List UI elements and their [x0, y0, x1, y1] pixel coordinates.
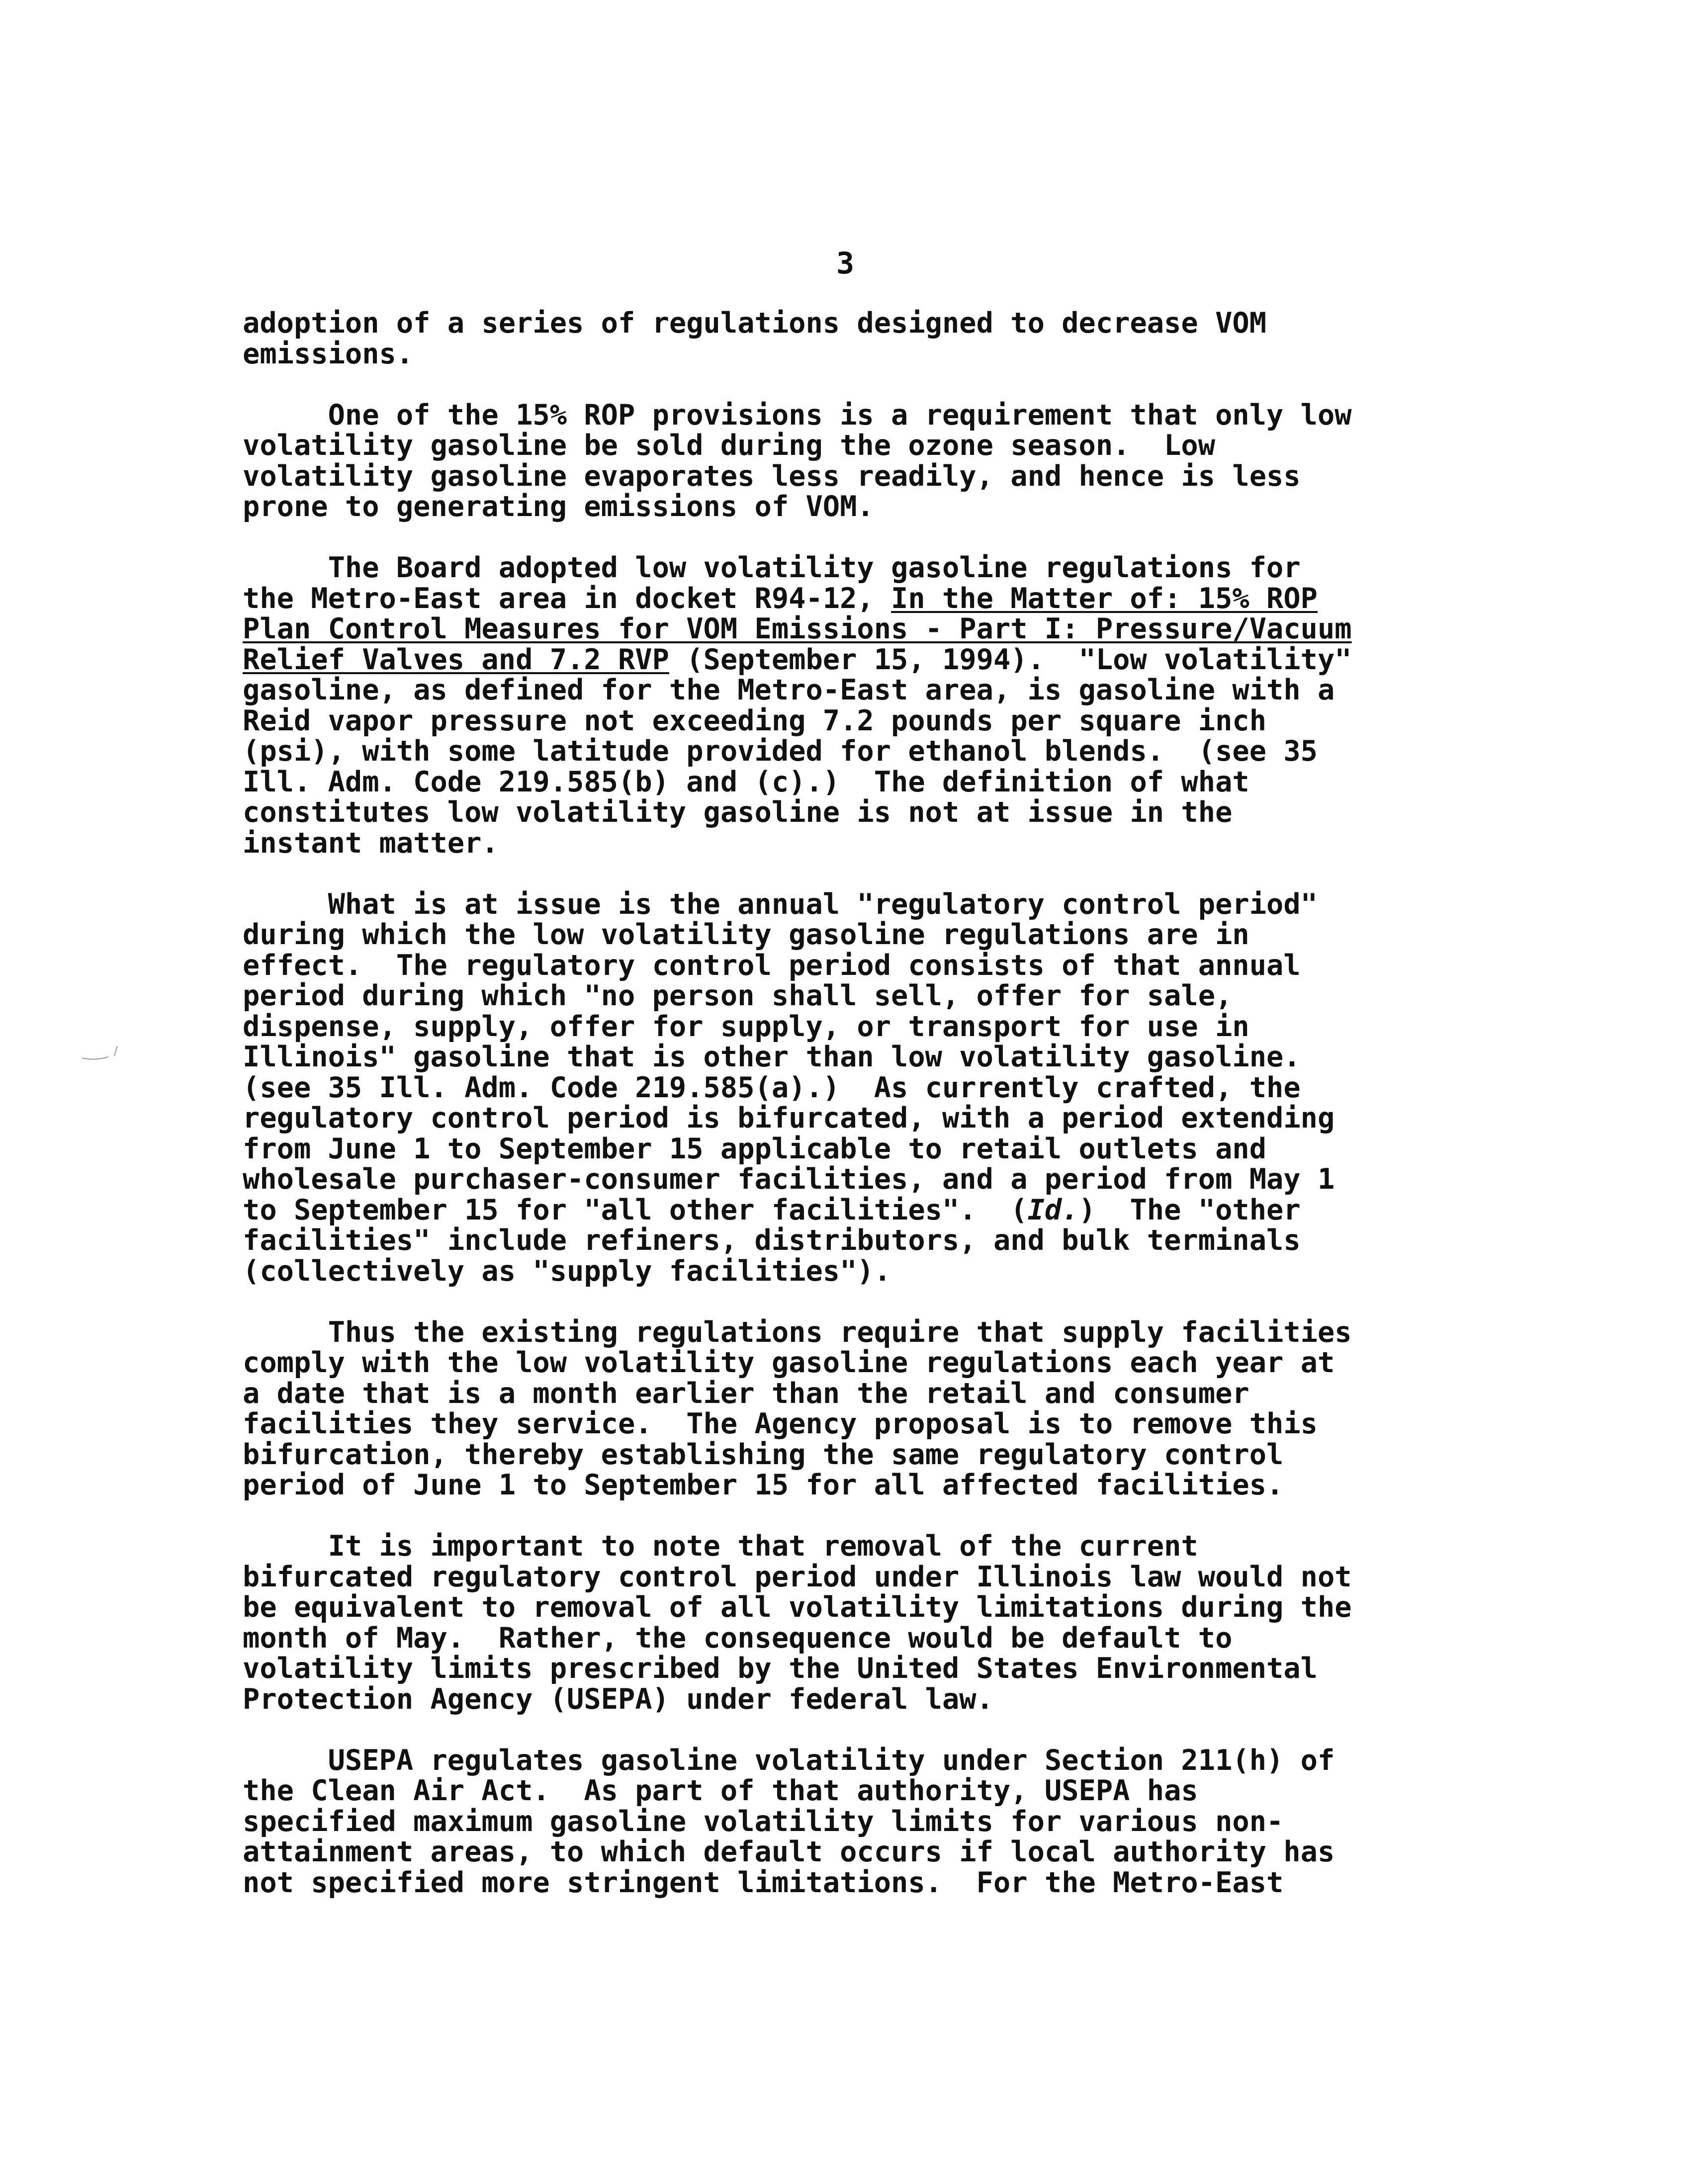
text-line: [243, 736, 1466, 767]
text-line: [243, 1134, 1466, 1165]
text-run: the Metro-East area in docket R94-12,: [243, 582, 891, 615]
text-line: [243, 1042, 1466, 1073]
text-run: emissions.: [243, 337, 414, 370]
text-run: specified maximum gasoline volatility limits for various non-: [243, 1805, 1284, 1838]
margin-scan-mark-graphic: [80, 1044, 124, 1064]
text-line: [243, 1164, 1466, 1195]
paragraph-gap: [243, 523, 1466, 553]
text-run: facilities" include refiners, distributors, and bulk terminals: [243, 1224, 1301, 1257]
text-line: [243, 308, 1466, 339]
text-line: [243, 1592, 1466, 1623]
text-run: dispense, supply, offer for supply, or transport for use in: [243, 1010, 1249, 1043]
text-line: [243, 1256, 1466, 1287]
text-line: [243, 981, 1466, 1012]
underlined-case-title: In the Matter of: 15% ROP: [891, 582, 1318, 615]
text-line: [243, 339, 1466, 370]
text-line: [243, 1531, 1466, 1562]
text-line: [243, 1562, 1466, 1593]
text-run: Thus the existing regulations require that supply facilities: [243, 1315, 1352, 1349]
text-run: USEPA regulates gasoline volatility under Section 211(h) of: [243, 1744, 1335, 1777]
text-run: effect. The regulatory control period consists of that annual: [243, 949, 1301, 982]
text-run: bifurcation, thereby establishing the same regulatory control: [243, 1438, 1284, 1471]
text-run: volatility limits prescribed by the United States Environmental: [243, 1652, 1318, 1685]
text-line: [243, 1684, 1466, 1715]
text-line: [243, 1379, 1466, 1409]
text-line: [243, 1317, 1466, 1348]
text-line: [243, 1012, 1466, 1043]
text-line: [243, 1746, 1466, 1776]
text-run: month of May. Rather, the consequence would be default to: [243, 1621, 1233, 1655]
text-run: gasoline, as defined for the Metro-East area, is gasoline with a: [243, 674, 1335, 706]
text-line: [243, 1103, 1466, 1134]
text-run: period during which "no person shall sell, offer for sale,: [243, 979, 1233, 1012]
text-run: Illinois" gasoline that is other than low volatility gasoline.: [243, 1041, 1301, 1073]
text-run: volatility gasoline be sold during the ozone season. Low: [243, 429, 1216, 462]
text-run: regulatory control period is bifurcated, with a period extending: [243, 1102, 1335, 1135]
paragraph-gap: [243, 1501, 1466, 1532]
text-line: [243, 492, 1466, 523]
text-line: [243, 920, 1466, 951]
paragraph-gap: [243, 1715, 1466, 1746]
text-line: [243, 1440, 1466, 1471]
margin-scan-mark: [80, 1044, 124, 1064]
text-run: (psi), with some latitude provided for ethanol blends. (see 35: [243, 735, 1318, 768]
underlined-case-title: Plan Control Measures for VOM Emissions - Part I: Pressure/Vacuum: [243, 612, 1352, 645]
text-line: [243, 614, 1466, 645]
text-run: (September 15, 1994). "Low volatility": [669, 643, 1352, 676]
text-run: Ill. Adm. Code 219.585(b) and (c).) The definition of what: [243, 765, 1249, 798]
text-run: bifurcated regulatory control period under Illinois law would not: [243, 1560, 1352, 1593]
text-run: period of June 1 to September 15 for all affected facilities.: [243, 1469, 1284, 1501]
text-run: It is important to note that removal of the current: [243, 1530, 1198, 1563]
text-run: constitutes low volatility gasoline is not at issue in the: [243, 796, 1233, 829]
text-run: wholesale purchaser-consumer facilities, and a period from May 1: [243, 1163, 1335, 1196]
text-line: [243, 1623, 1466, 1654]
text-line: [243, 400, 1466, 431]
text-line: [243, 1807, 1466, 1837]
text-line: [243, 645, 1466, 676]
text-run: attainment areas, to which default occurs if local authority has: [243, 1835, 1335, 1868]
underlined-case-title: Relief Valves and 7.2 RVP: [243, 643, 669, 676]
text-run: The Board adopted low volatility gasoline regulations for: [243, 551, 1301, 584]
text-run: the Clean Air Act. As part of that authority, USEPA has: [243, 1774, 1198, 1807]
text-run: facilities they service. The Agency proposal is to remove this: [243, 1407, 1318, 1440]
text-run: One of the 15% ROP provisions is a requirement that only low: [243, 398, 1352, 432]
text-line: [243, 889, 1466, 920]
text-line: [243, 1868, 1466, 1899]
text-line: [243, 1776, 1466, 1807]
text-run: from June 1 to September 15 applicable to retail outlets and: [243, 1132, 1267, 1165]
text-line: [243, 584, 1466, 614]
text-run: Reid vapor pressure not exceeding 7.2 pounds per square inch: [243, 704, 1267, 737]
text-line: [243, 828, 1466, 859]
text-run: (see 35 Ill. Adm. Code 219.585(a).) As currently crafted, the: [243, 1071, 1301, 1104]
text-line: [243, 1225, 1466, 1256]
text-line: [243, 1470, 1466, 1501]
page-number: 3: [836, 246, 855, 281]
text-line: [243, 951, 1466, 981]
text-run: instant matter.: [243, 826, 499, 860]
text-line: [243, 1073, 1466, 1104]
text-line: [243, 431, 1466, 461]
paragraph-gap: [243, 1287, 1466, 1317]
text-line: [243, 1654, 1466, 1684]
text-line: [243, 706, 1466, 737]
text-run: What is at issue is the annual "regulatory control period": [243, 887, 1318, 921]
text-run: comply with the low volatility gasoline regulations each year at: [243, 1346, 1335, 1379]
paragraph-gap: [243, 369, 1466, 400]
text-line: [243, 767, 1466, 798]
italic-citation: Id.: [1027, 1193, 1079, 1226]
text-line: [243, 1348, 1466, 1379]
text-run: during which the low volatility gasoline regulations are in: [243, 918, 1249, 951]
text-line: [243, 1409, 1466, 1440]
paragraph-gap: [243, 859, 1466, 889]
text-run: not specified more stringent limitations. For the Metro-East: [243, 1866, 1284, 1899]
text-line: [243, 1195, 1466, 1226]
text-run: ) The "other: [1078, 1193, 1301, 1226]
text-line: [243, 461, 1466, 492]
text-line: [243, 675, 1466, 706]
text-run: a date that is a month earlier than the retail and consumer: [243, 1377, 1249, 1410]
text-line: [243, 553, 1466, 584]
text-run: Protection Agency (USEPA) under federal law.: [243, 1682, 993, 1716]
text-run: adoption of a series of regulations designed to decrease VOM: [243, 307, 1267, 340]
text-line: [243, 797, 1466, 828]
document-body: [243, 308, 1466, 1898]
text-run: be equivalent to removal of all volatility limitations during the: [243, 1591, 1352, 1624]
text-line: [243, 1837, 1466, 1868]
text-run: (collectively as "supply facilities").: [243, 1254, 891, 1288]
text-run: to September 15 for "all other facilities". (: [243, 1193, 1028, 1226]
text-run: prone to generating emissions of VOM.: [243, 490, 874, 523]
text-run: volatility gasoline evaporates less readily, and hence is less: [243, 459, 1301, 493]
